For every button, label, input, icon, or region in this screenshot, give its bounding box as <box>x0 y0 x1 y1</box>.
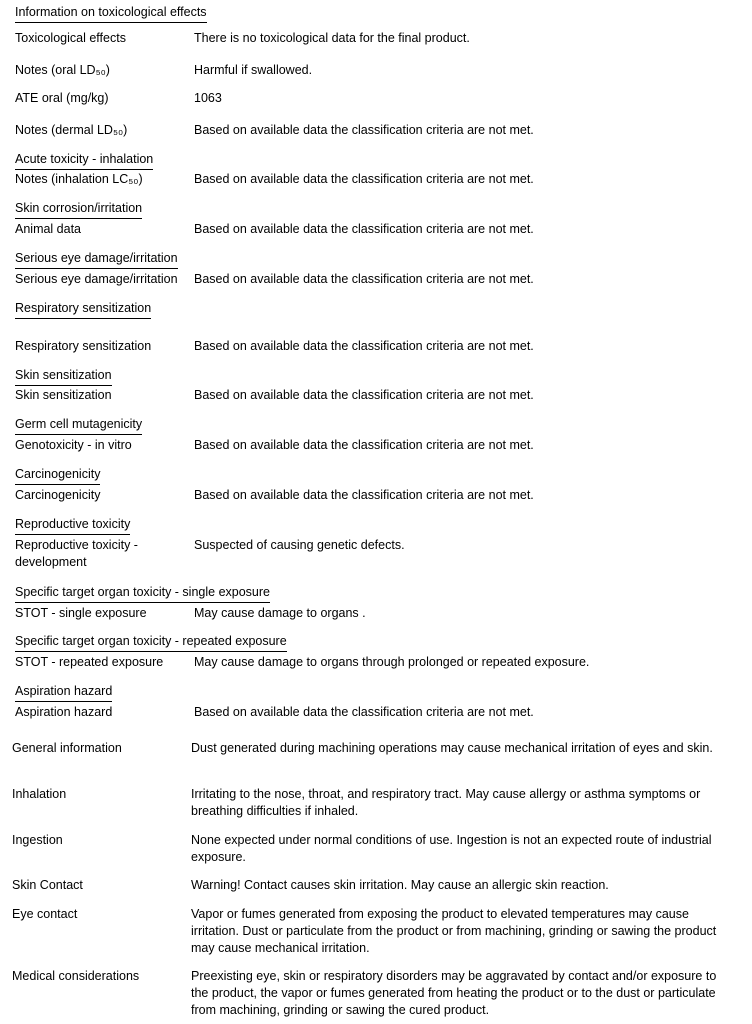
subheading-skin-sensitization: Skin sensitization <box>15 367 112 386</box>
general-value-eye-contact: Vapor or fumes generated from exposing the product to elevated temperatures may cause irritation. Dust or particulate from the product or from machining, grinding or sawing the product may cause mechanical irritation. <box>191 907 717 955</box>
row-value-notes-inhalation: Based on available data the classification criteria are not met. <box>194 172 534 186</box>
subheading-carcinogenicity: Carcinogenicity <box>15 466 100 485</box>
general-label-inhalation: Inhalation <box>12 787 67 801</box>
row-value-respiratory-sensitization: Based on available data the classification criteria are not met. <box>194 339 534 353</box>
row-label-ate-oral: ATE oral (mg/kg) <box>15 91 109 105</box>
subheading-stot-single: Specific target organ toxicity - single exposure <box>15 584 270 603</box>
row-value-stot-single: May cause damage to organs . <box>194 606 366 620</box>
row-label-toxicological-effects: Toxicological effects <box>15 31 126 45</box>
row-label-reproductive-toxicity: Reproductive toxicity - development <box>15 538 138 569</box>
row-value-genotoxicity: Based on available data the classification criteria are not met. <box>194 438 534 452</box>
row-value-notes-oral: Harmful if swallowed. <box>194 63 313 77</box>
row-value-notes-dermal: Based on available data the classification criteria are not met. <box>194 123 534 137</box>
row-label-carcinogenicity: Carcinogenicity <box>15 488 101 502</box>
general-value-general-information: Dust generated during machining operations may cause mechanical irritation of eyes and skin. <box>191 741 713 755</box>
row-label-animal-data: Animal data <box>15 222 82 236</box>
row-label-stot-single: STOT - single exposure <box>15 606 147 620</box>
row-label-serious-eye-damage: Serious eye damage/irritation <box>15 272 178 286</box>
general-label-eye-contact: Eye contact <box>12 907 78 921</box>
row-label-aspiration-hazard: Aspiration hazard <box>15 705 113 719</box>
subheading-acute-toxicity-inhalation: Acute toxicity - inhalation <box>15 151 153 170</box>
row-label-skin-sensitization: Skin sensitization <box>15 388 112 402</box>
section-title: Information on toxicological effects <box>15 4 207 23</box>
row-label-stot-repeated: STOT - repeated exposure <box>15 655 164 669</box>
general-value-medical-considerations: Preexisting eye, skin or respiratory disorders may be aggravated by contact and/or exposure to the product, the vapor or fumes generated from heating the product or to the dust or particulate from machining, grinding or sawing the cured product. <box>191 969 717 1017</box>
subheading-stot-repeated: Specific target organ toxicity - repeated exposure <box>15 633 287 652</box>
general-value-skin-contact: Warning! Contact causes skin irritation. May cause an allergic skin reaction. <box>191 878 609 892</box>
row-value-ate-oral: 1063 <box>194 91 222 105</box>
row-value-stot-repeated: May cause damage to organs through prolonged or repeated exposure. <box>194 655 590 669</box>
row-value-animal-data: Based on available data the classification criteria are not met. <box>194 222 534 236</box>
row-value-serious-eye-damage: Based on available data the classification criteria are not met. <box>194 272 534 286</box>
subheading-serious-eye-damage: Serious eye damage/irritation <box>15 250 178 269</box>
subheading-skin-corrosion: Skin corrosion/irritation <box>15 200 142 219</box>
general-label-medical-considerations: Medical considerations <box>12 969 140 983</box>
general-label-general-information: General information <box>12 741 122 755</box>
subheading-aspiration-hazard: Aspiration hazard <box>15 683 112 702</box>
row-label-notes-inhalation: Notes (inhalation LC₅₀) <box>15 172 143 186</box>
row-value-reproductive-toxicity: Suspected of causing genetic defects. <box>194 538 405 552</box>
general-label-ingestion: Ingestion <box>12 833 63 847</box>
row-label-genotoxicity: Genotoxicity - in vitro <box>15 438 132 452</box>
subheading-germ-cell-mutagenicity: Germ cell mutagenicity <box>15 416 142 435</box>
row-label-notes-oral: Notes (oral LD₅₀) <box>15 63 110 77</box>
row-value-carcinogenicity: Based on available data the classification criteria are not met. <box>194 488 534 502</box>
row-label-notes-dermal: Notes (dermal LD₅₀) <box>15 123 128 137</box>
row-value-aspiration-hazard: Based on available data the classification criteria are not met. <box>194 705 534 719</box>
general-label-skin-contact: Skin Contact <box>12 878 83 892</box>
general-value-inhalation: Irritating to the nose, throat, and respiratory tract. May cause allergy or asthma symptoms or breathing difficulties if inhaled. <box>191 787 701 818</box>
subheading-respiratory-sensitization: Respiratory sensitization <box>15 300 151 319</box>
row-value-toxicological-effects: There is no toxicological data for the final product. <box>194 31 470 45</box>
row-label-respiratory-sensitization: Respiratory sensitization <box>15 339 152 353</box>
row-value-skin-sensitization: Based on available data the classification criteria are not met. <box>194 388 534 402</box>
general-value-ingestion: None expected under normal conditions of use. Ingestion is not an expected route of industrial exposure. <box>191 833 712 864</box>
subheading-reproductive-toxicity: Reproductive toxicity <box>15 516 130 535</box>
